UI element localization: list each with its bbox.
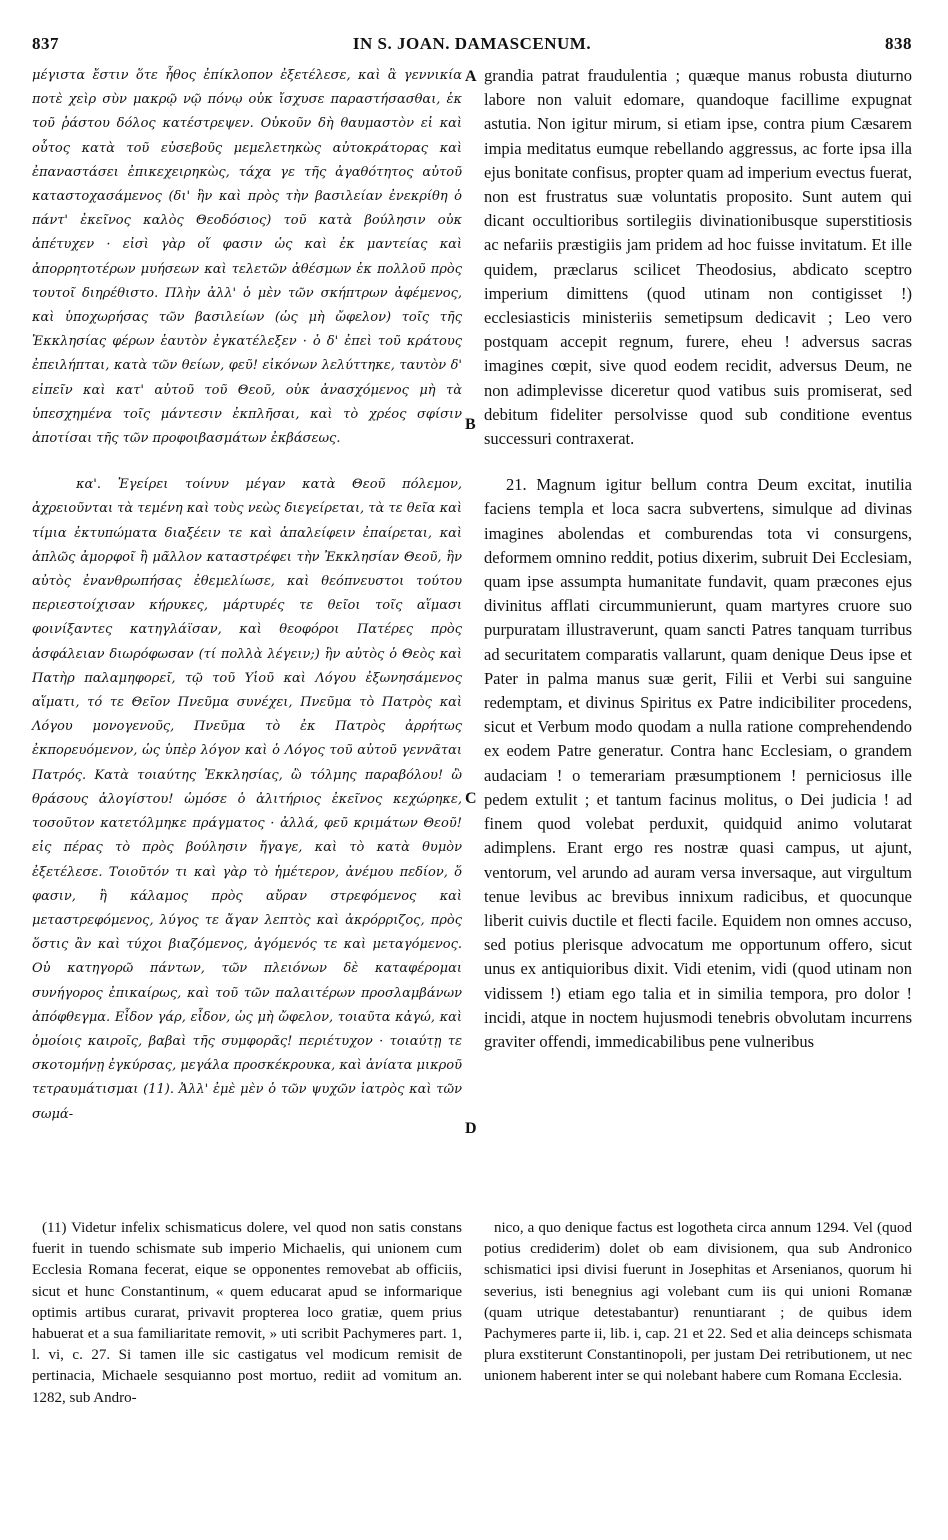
margin-marker-c: C bbox=[465, 790, 477, 807]
footnote-left bbox=[32, 1218, 462, 1409]
footnote-text-right: nico, a quo denique factus est logotheta circa annum 1294. Vel (quod potius crediderim) dolet ob eam divisionem, qua sub Andronico schismatici ipsi divisi fuerunt in Josephitas et Arsenianos, quorum hi severius, isti benegnius agi volebant cum iis qui unioni Romanæ (quam utrique detestabantur) renuntiarant ; de quibus idem Pachymeres parte ii, lib. i, cap. 21 et 22. Sed et alia deinceps schismata plura exstiterunt Constantinopoli, per justam Dei retributionem, ut nec unionem haberent inter se qui nolebant habere cum Romana Ecclesia. bbox=[484, 1220, 912, 1385]
footnote-text-left: (11) Videtur infelix schismaticus dolere, vel quod non satis constans fuerit in tuendo schismate sub imperio Michaelis, qui unionem cum Ecclesia Romana fecerat, eique se opponentes removebat ab officiis, sicut et hunc Constantinum, « quem educarat apud se informarique optimis artibus curarat, privavit propterea loco gratiæ, quem prius habuerat et a sua familiaritate removit, » uti scribit Pachymeres part. 1, l. vi, c. 27. Si tamen ille sic castigatus vel modicum remisit de pertinacia, Michaele sesquianno post mortuo, rediit ad vomitum an. 1282, sub Andro- bbox=[32, 1220, 462, 1406]
page-number-left: 837 bbox=[32, 34, 59, 53]
greek-paragraph-2: κα'. Ἐγείρει τοίνυν μέγαν κατὰ Θεοῦ πόλεμον, ἀχρειοῦνται τὰ τεμένη καὶ τοὺς νεὼς διεγείρεται, τὰ τε θεῖα καὶ τίμια ἐκτυπώματα διαξέειν τε καὶ ἀπαλείφειν ἐπαίρεται, καὶ ἁπλῶς ἀμορφοῖ ἢ μᾶλλον καταστρέφει τὴν Ἐκκλησίαν Θεοῦ, ἣν αὐτὸς ἐνανθρωπήσας ἐθεμελίωσε, καὶ θεόπνευστοι τούτου περιεστοίχισαν κήρυκες, μάρτυρές τε θεῖοι τοῖς αἵμασι φοινίξαντες κατηγλάϊσαν, καὶ θεοφόροι Πατέρες πρὸς ἀσφάλειαν διωρόφωσαν (τί πολλὰ λέγειν;) ἣν αὐτὸς ὁ Θεὸς καὶ Πατὴρ παλαμηφορεῖ, τῷ τοῦ Υἱοῦ καὶ Λόγου ἐξωνησάμενος αἵματι, τό τε Θεῖον Πνεῦμα συνέχει, Πνεῦμα τὸ Πατρὸς καὶ Λόγου μονογενοῦς, Πνεῦμα τὸ ἐκ Πατρὸς ἀρρήτως ἐκπορευόμενον, ὡς ὑπὲρ λόγον καὶ ὁ Λόγος τοῦ αὐτοῦ γεννᾶται Πατρός. Κατὰ τοιαύτης Ἐκκλησίας, ὢ τόλμης παραβόλου! ὢ θράσους ἀλογίστου! ὡμόσε ὁ ἀλιτήριος ἐκεῖνος κεχώρηκε, τοσοῦτον κατετόλμηκε πράγματος · ἀλλά, φεῦ κριμάτων Θεοῦ! εἰς πέρας τὸ πρὸς βούλησιν ἤγαγε, καὶ τὸ κατὰ θυμὸν ἐξετέλεσε. Τοιοῦτόν τι καὶ γὰρ τὸ ἡμέτερον, ἀνέμου πεδίον, ὅ φασιν, ἢ κάλαμος πρὸς αὔραν στρεφόμενος καὶ μεταστρεφόμενος, λύγος τε ἄγαν λεπτὸς καὶ ἀκρόρριζος, πρὸς ὅστις ἂν καὶ τύχοι βιαζόμενος, ἀγόμενός τε καὶ μεταγόμενος. Οὐ κατηγορῶ πάντων, τῶν πλειόνων δὲ καταφέρομαι συνήγορος ἐπικαίρως, καὶ τοῦ τῶν παλαιτέρων προσλαμβάνων ἀπόφθεγμα. Εἶδον γάρ, εἶδον, ὡς μὴ ὤφελον, τοιαῦτα κἀγώ, καὶ ὁμοίοις καιροῖς, βαβαὶ τῆς συμφορᾶς! περιέτυχον · τοιαύτῃ τε σκοτομήνῃ ἐγκύρσας, μεγάλα προσκέκρουκα, καὶ ἀνίατα μικροῦ τετραυμάτισμαι (11). Ἀλλ' ἐμὲ μὲν ὁ τῶν ψυχῶν ἰατρὸς καὶ τῶν σωμά- bbox=[32, 477, 462, 1122]
greek-paragraph-1: μέγιστα ἔστιν ὅτε ἦθος ἐπίκλοπον ἐξετέλεσε, καὶ ἃ γεννικία ποτὲ χεὶρ σὺν μακρῷ νῷ πόνῳ οὐκ ἴσχυσε παραστήσασθαι, ἐκ τοῦ ῥάστου δόλος κατέστρεψεν. Οὐκοῦν δὴ θαυμαστὸν εἰ καὶ οὗτος κατὰ τοῦ εὐσεβοῦς μεμελετηκὼς αὐτοκράτορας καὶ ἐπαναστάσει ἐπικεχειρηκὼς, τάχα γε τῆς ἀγαθότητος αὐτοῦ καταστοχασάμενος (δι' ἣν καὶ πρὸς τὴν βασιλείαν ἐνεκρίθη ὁ πάντ' ἐκεῖνος καλὸς Θεοδόσιος) τοῦ κατὰ βούλησιν οὐκ ἀπέτυχεν · εἰσὶ γὰρ οἵ φασιν ὡς καὶ ἐκ μαντείας καὶ ἀπορρητοτέρων μυήσεων καὶ τελετῶν ἀθέσμων ἐκ πολλοῦ πρὸς τουτοῖ διηρέθιστο. Πλὴν ἀλλ' ὁ μὲν τῶν σκήπτρων ἀφέμενος, καὶ ὑποχωρήσας τῶν βασιλείων (ὡς μὴ ὤφελον) τοῖς τῆς Ἐκκλησίας φέρων ἑαυτὸν ἐγκατέλεξεν · ὁ δ' ἐπεὶ τοῦ κράτους ἐπειλήπται, κατὰ τῶν θείων, φεῦ! εἰκόνων λελύττηκε, ταυτὸν δ' εἰπεῖν καὶ κατ' αὐτοῦ τοῦ Θεοῦ, οὐκ ἀνασχόμενος μὴ τὰ ὑπεσχημένα τοῖς μάντεσιν ἐκπλῆσαι, καὶ τὸ χρέος σφίσιν ἀποτίσαι τῆς τῶν προφοιβασμάτων ἐκβάσεως. bbox=[32, 68, 462, 447]
running-header bbox=[32, 34, 912, 56]
margin-marker-d: D bbox=[465, 1120, 477, 1137]
margin-marker-a: A bbox=[465, 68, 477, 85]
latin-paragraph-1: grandia patrat fraudulentia ; quæque manus robusta diuturno labore non valuit edomare, quandoque facillime expugnat astutia. Non igitur mirum, si etiam ipse, contra pium Cæsarem impia meditatus eumque rebellando aggressus, ac forte ipsa illa ejus bonitate confisus, propter quam ad imperium evectus fuerat, non est frustratus suæ voluntatis proposito. Sunt autem qui dicant occultioribus sortilegiis divinationibusque superstitiosis ac nefariis præstigiis jam pridem ad hoc fuisse invitatum. Et ille quidem, præclarus scilicet Theodosius, abdicato sceptro imperium dimittens (quod utinam non contigisset !) ecclesiasticis ministeriis semetipsum dedicavit ; Leo vero postquam accepit regnum, furere, eheu ! adversus sacras imagines cœpit, sive quod eodem recidit, adversus Deum, ne non adimplevisse diceretur quod vatibus suis promiserat, sed debitum fideliter persolvisse quod sub conditione eventus successuri contraxerat. bbox=[484, 66, 912, 449]
running-title: IN S. JOAN. DAMASCENUM. bbox=[352, 34, 592, 53]
latin-column bbox=[484, 64, 912, 1054]
page-number-right: 838 bbox=[885, 34, 912, 53]
footnote-right bbox=[484, 1218, 912, 1388]
margin-marker-b: B bbox=[465, 416, 476, 433]
latin-paragraph-2: 21. Magnum igitur bellum contra Deum excitat, inutilia faciens templa et loca sacra subvertens, simulque ad divinas imagines abolendas et comburendas tota vi consurgens, deformem omnino reddit, potius dixerim, subruit Dei Ecclesiam, quam ipse assumpta humanitate fundavit, quam præcones ejus divinitus afflati circummunierunt, quam martyres cruore suo purpuratam illustraverunt, quam sancti Patres tanquam turribus ad securitatem comparatis vallarunt, quam denique Deus ipse et Pater in palma manus suæ gerit, Filii et Verbi sui sanguine redemptam, et divinus Spiritus ex Patre indicibiliter procedens, sicut et Verbum modo quodam a nulla ratione comprehendendo ex eodem Patre generatur. Contra hanc Ecclesiam, o grandem audaciam ! o temerariam præsumptionem ! perniciosus ille pedem extulit ; et tantum facinus molitus, o Dei judicia ! ad finem quod volebat perduxit, quidquid animo volutarat adimplens. Erant ergo res nostræ quasi campus, ut ajunt, ventorum, vel arundo ad auram versa inversaque, aut virgultum tenue levibus ac brevibus innixum radicibus, et quocunque liberit cuivis ductile et flecti facile. Equidem non omnes accuso, sed potius plerisque advocatum me opportunum offero, sicut unus ex antiquioribus dixit. Vidi etenim, vidi (quod utinam non vidissem !) etiam ego talia et in similia tempora, pro dolor ! incidi, atque in noctem hujusmodi tenebris obvolutam incurrens graviter offendi, immedicabilibus pene vulneribus bbox=[484, 475, 912, 1051]
greek-column bbox=[32, 64, 462, 1127]
